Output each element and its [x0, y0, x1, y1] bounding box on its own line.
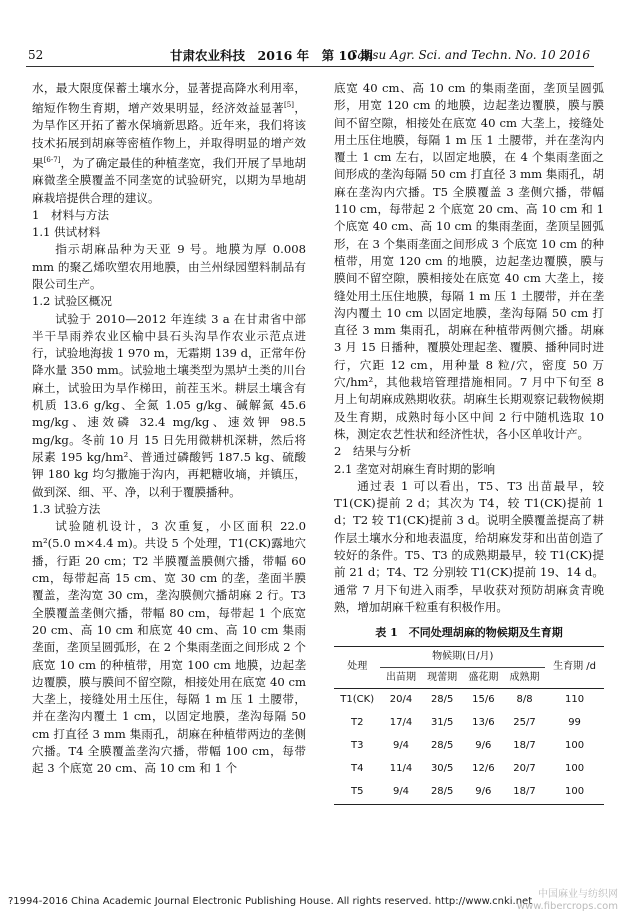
table-row	[334, 688, 604, 712]
table-header-maturity: 成熟期	[504, 667, 545, 688]
table-cell: 15/6	[472, 694, 495, 706]
table-cell: 25/7	[513, 717, 536, 729]
table-cell: 100	[565, 763, 585, 775]
table-cell: 8/8	[516, 694, 533, 706]
table-header-treatment: 处理	[334, 646, 380, 688]
page-header	[28, 40, 590, 62]
table-cell: 17/4	[389, 717, 413, 729]
table-cell: 9/4	[392, 740, 410, 752]
paragraph-1-2: 试验于 2010—2012 年连续 3 a 在甘肃省中部半干旱雨养农业区榆中县石头沟旱作农业示范点进行，试验地海拔 1 970 m，无霜期 139 d，正常年份降水量 350 mm。试验地土壤类型为黑垆土类的川台麻土，试验田为旱作梯田，前茬玉米。耕层土壤含有机质 13.6 g/kg、全氮 1.05 g/kg、碱解氮 45.6 mg/kg、速效磷 32.4 mg/kg、速效钾 98.5 mg/kg。冬前 10 月 15 日先用微耕机深耕，然后将尿素 195 kg/hm²、普通过磷酸钙 187.5 kg、硫酸钾 180 kg 均匀撒施于沟内，再耙糖收墒，并镇压，做到深、细、平、净，以利于覆膜播种。	[32, 311, 306, 499]
right-column	[334, 80, 604, 805]
table-cell: 18/7	[513, 740, 536, 752]
table-cell: T4	[350, 763, 364, 775]
table-header-emergence: 出苗期	[380, 667, 421, 688]
journal-title-cn: 甘肃农业科技 2016 年 第 10 期	[170, 48, 373, 63]
table-cell: T1(CK)	[340, 694, 375, 706]
table-cell: 20/4	[389, 694, 413, 706]
section-heading-materials: 1 材料与方法	[32, 207, 109, 222]
table-cell: 31/5	[430, 717, 454, 729]
header-rule	[26, 66, 594, 67]
subsection-heading-1-2: 1.2 试验区概况	[32, 294, 112, 309]
table-row	[334, 735, 604, 758]
table-cell: 110	[565, 694, 585, 706]
subsection-heading-2-1: 2.1 垄宽对胡麻生育时期的影响	[334, 461, 496, 476]
table-row	[334, 758, 604, 781]
copyright-footer: ?1994-2016 China Academic Journal Electronic Publishing House. All rights reserved. http://www.cnki.net	[8, 896, 533, 907]
table-cell: 100	[565, 740, 585, 752]
table-row	[334, 781, 604, 805]
table-header-full-bloom: 盛花期	[463, 667, 504, 688]
table-row	[334, 712, 604, 735]
table-cell: 100	[545, 781, 604, 805]
table-cell: 11/4	[389, 763, 413, 775]
table-cell: 30/5	[430, 763, 454, 775]
subsection-heading-1-3: 1.3 试验方法	[32, 501, 101, 516]
citation: [6-7]	[43, 156, 61, 165]
paragraph-2-1: 通过表 1 可以看出，T5、T3 出苗最早，较T1(CK)提前 2 d；其次为 T4，较 T1(CK)提前 1 d；T2 较 T1(CK)提前 3 d。说明全膜覆盖提高了耕作层土壤水分和地表温度，给胡麻发芽和出苗创造了较好的条件。T5、T3 的成熟期最早，较 T1(CK)提前 21 d；T4、T2 分别较 T1(CK)提前 19、14 d。通常 7 月下旬进入雨季，早收获对预防胡麻贪青晚熟，增加胡麻千粒重有积极作用。	[334, 478, 604, 614]
subsection-heading-1-1: 1.1 供试材料	[32, 225, 101, 240]
table-cell: 13/6	[472, 717, 495, 729]
page-number: 52	[28, 48, 44, 62]
table-cell: 12/6	[472, 763, 495, 775]
left-column	[32, 80, 306, 778]
table-cell: T3	[350, 740, 364, 752]
paragraph-1-3-cont: 底宽 40 cm、高 10 cm 的集雨垄面，垄顶呈圆弧形，用宽 120 cm 的地膜，边起垄边覆膜，膜与膜间不留空隙，相接处在底宽 40 cm 大垄上，接缝处用土压住地膜，每隔 1 m 压 1 土腰带，并在垄沟内覆土 1 cm 左右，以固定地膜，在 4 个集雨垄面之间形成的垄沟每隔 50 cm 打直径 3 mm 集雨孔，胡麻在垄沟内穴播。T5 全膜覆盖 3 垄侧穴播，带幅 110 cm，每带起 2 个底宽 20 cm、高 10 cm 和 1 个底宽 40 cm、高 10 cm 的集雨垄面，垄顶呈圆弧形，在 3 个集雨垄面之间形成 3 个底宽 10 cm 的种植带，用宽 120 cm 的地膜，边起垄边覆膜，膜与膜间不留空隙，膜相接处在底宽 40 cm 大垄上，接缝处用土压住地膜，每隔 1 m 压 1 土腰带，并在垄沟内覆土 10 cm 以固定地膜，垄沟每隔 50 cm 打直径 3 mm 集雨孔，胡麻在种植带两侧穴播。胡麻 3 月 15 日播种，覆膜处理起垄、覆膜、播种同时进行，穴距 12 cm，用种量 8 粒/穴，密度 50 万穴/hm²，其他栽培管理措施相同。7 月中下旬至 8 月上旬胡麻成熟期收获。胡麻生长期观察记载物候期及生育期，成熟时每小区中间 2 行中随机选取 10 株，测定农艺性状和经济性状，各小区单收计产。	[334, 81, 604, 441]
table-cell: T5	[334, 781, 380, 805]
table-header-growth-period: 生育期 /d	[545, 646, 604, 688]
table-cell: 28/5	[430, 740, 454, 752]
citation: [5]	[284, 101, 294, 110]
table-cell: 99	[568, 717, 581, 729]
intro-paragraph: 水，最大限度保蓄土壤水分，显著提高降水利用率，缩短作物生育期，增产效果明显，经济效益显著[5]，为旱作区开拓了蓄水保墒新思路。近年来，我们将该技术拓展到胡麻等密植作物上，并取得明显的增产效果[6-7]，为了确定最佳的种植垄宽，我们开展了旱地胡麻微垄全膜覆盖不同垄宽的试验研究，以期为旱地胡麻栽培提供合理的建议。	[32, 81, 306, 205]
site-watermark: 中国麻业与纺织网 www.fibercrops.com	[516, 889, 618, 912]
journal-title-en: Gansu Agr. Sci. and Techn. No. 10 2016	[347, 48, 590, 62]
table-header-budding: 现蕾期	[422, 667, 463, 688]
table-cell: 9/6	[475, 740, 492, 752]
table-cell: 18/7	[504, 781, 545, 805]
table-cell: 28/5	[422, 781, 463, 805]
paragraph-1-1: 指示胡麻品种为天亚 9 号。地膜为厚 0.008 mm 的聚乙烯吹塑农用地膜，由兰州绿园塑料制品有限公司生产。	[32, 242, 306, 291]
phenology-table	[334, 646, 604, 805]
table-header-phenology: 物候期(日/月)	[380, 646, 545, 667]
section-heading-results: 2 结果与分析	[334, 444, 411, 459]
table-cell: 9/4	[380, 781, 421, 805]
table-cell: 20/7	[513, 763, 536, 775]
paragraph-1-3: 试验随机设计，3 次重复，小区面积 22.0 m²(5.0 m×4.4 m)。共设 5 个处理，T1(CK)露地穴播，行距 20 cm；T2 半膜覆盖膜侧穴播，带幅 60 cm，每带起高 15 cm、宽 30 cm 的垄，垄面半膜覆盖，垄沟宽 30 cm，垄沟膜侧穴播胡麻 2 行。T3 全膜覆盖垄侧穴播，带幅 80 cm，每带起 1 个底宽 20 cm、高 10 cm 和底宽 40 cm、高 10 cm 集雨垄面，垄顶呈圆弧形，在 2 个集雨垄面之间形成 2 个底宽 10 cm 的种植带，用宽 100 cm 地膜，边起垄边覆膜，膜与膜间不留空隙，相接处用在底宽 40 cm 大垄上，接缝处用土压住，每隔 1 m 压 1 土腰带，并在垄沟内覆土 1 cm，以固定地膜，垄沟每隔 50 cm 打直径 3 mm 集雨孔，胡麻在种植带两边的垄侧穴播。T4 全膜覆盖垄沟穴播，带幅 100 cm，每带起 3 个底宽 20 cm、高 10 cm 和 1 个	[32, 519, 306, 776]
table-cell: 28/5	[430, 694, 454, 706]
table-cell: 9/6	[463, 781, 504, 805]
table-caption: 表 1 不同处理胡麻的物候期及生育期	[375, 626, 563, 640]
table-cell: T2	[350, 717, 364, 729]
